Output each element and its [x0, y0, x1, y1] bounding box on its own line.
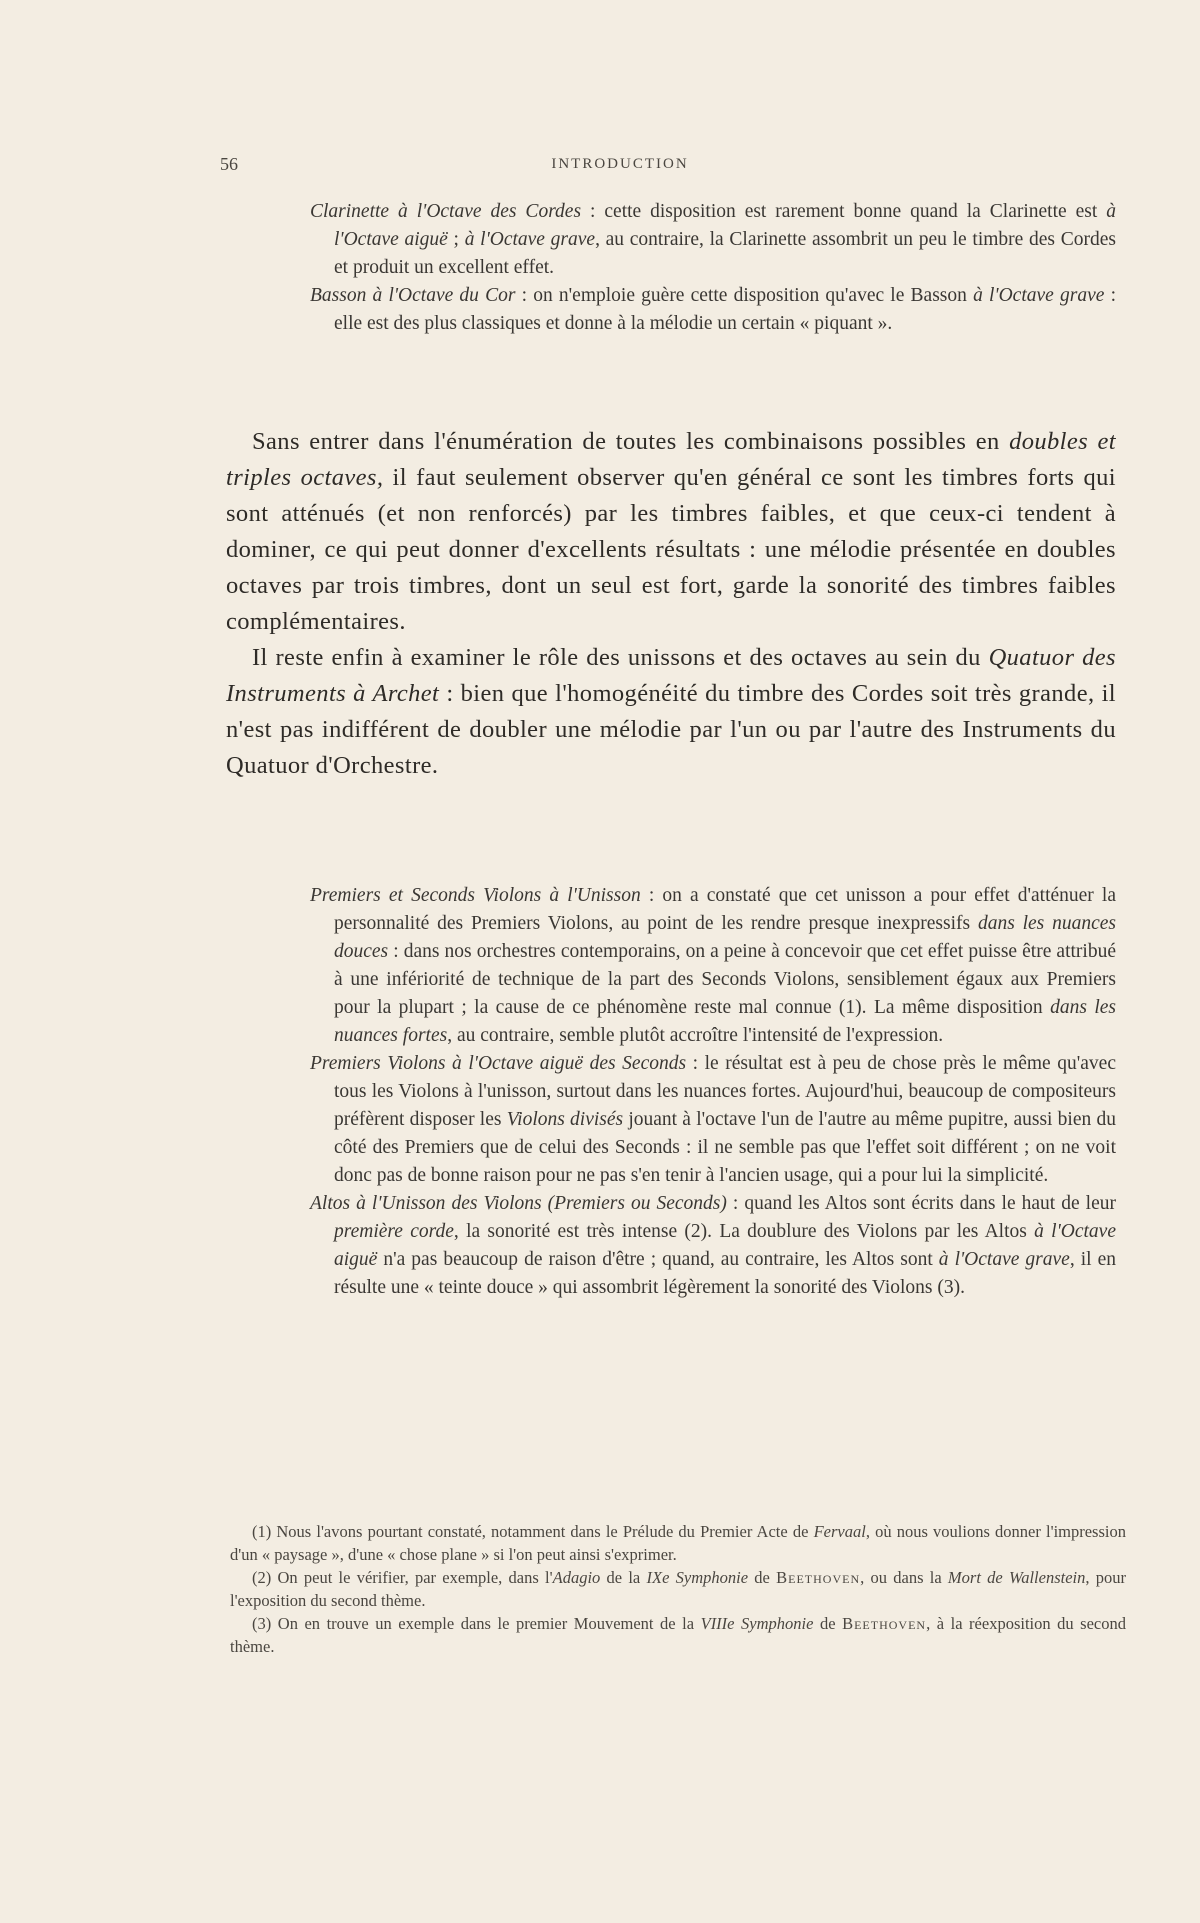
footnote: (2) On peut le vérifier, par exemple, dans l'Adagio de la IXe Symphonie de Beethoven, ou dans la Mort de Wallenstein, pour l'exposition du second thème.	[230, 1568, 1127, 1610]
list-item: Basson à l'Octave du Cor : on n'emploie guère cette disposition qu'avec le Basson à l'Octave grave : elle est des plus classiques et donne à la mélodie un certain « piquant ».	[310, 285, 1116, 334]
combinations-list-winds	[310, 198, 1116, 338]
footnote: (1) Nous l'avons pourtant constaté, notamment dans le Prélude du Premier Acte de Fervaal, où nous voulions donner l'impression d'un « paysage », d'une « chose plane » si l'on peut ainsi s'exprimer.	[230, 1522, 1126, 1564]
list-item: Premiers Violons à l'Octave aiguë des Seconds : le résultat est à peu de chose près le même qu'avec tous les Violons à l'unisson, surtout dans les nuances fortes. Aujourd'hui, beaucoup de compositeurs préfèrent disposer les Violons divisés jouant à l'octave l'un de l'autre au même pupitre, aussi bien du côté des Premiers que de celui des Seconds : il ne semble pas que l'effet soit différent ; on ne voit donc pas de bonne raison pour ne pas s'en tenir à l'ancien usage, qui a pour lui la simplicité.	[310, 1053, 1116, 1186]
footnote: (3) On en trouve un exemple dans le premier Mouvement de la VIIIe Symphonie de Beethoven, à la réexposition du second thème.	[230, 1614, 1127, 1656]
list-item: Clarinette à l'Octave des Cordes : cette disposition est rarement bonne quand la Clarinette est à l'Octave aiguë ; à l'Octave grave, au contraire, la Clarinette assombrit un peu le timbre des Cordes et produit un excellent effet.	[310, 201, 1116, 278]
item-label: Basson à l'Octave du Cor	[310, 285, 516, 306]
running-title: INTRODUCTION	[551, 156, 689, 172]
item-label: Premiers et Seconds Violons à l'Unisson	[310, 885, 641, 906]
list-item: Altos à l'Unisson des Violons (Premiers ou Seconds) : quand les Altos sont écrits dans le haut de leur première corde, la sonorité est très intense (2). La doublure des Violons par les Altos à l'Octave aiguë n'a pas beaucoup de raison d'être ; quand, au contraire, les Altos sont à l'Octave grave, il en résulte une « teinte douce » qui assombrit légèrement la sonorité des Violons (3).	[310, 1193, 1116, 1298]
item-label: Altos à l'Unisson des Violons (Premiers ou Seconds)	[310, 1193, 727, 1214]
item-label: Premiers Violons à l'Octave aiguë des Seconds	[310, 1053, 687, 1074]
paragraph: Il reste enfin à examiner le rôle des unissons et des octaves au sein du Quatuor des Instruments à Archet : bien que l'homogénéité du timbre des Cordes soit très grande, il n'est pas indifférent de doubler une mélodie par l'un ou par l'autre des Instruments du Quatuor d'Orchestre.	[226, 644, 1116, 779]
paragraph: Sans entrer dans l'énumération de toutes les combinaisons possibles en doubles et triples octaves, il faut seulement observer qu'en général ce sont les timbres forts qui sont atténués (et non renforcés) par les timbres faibles, et que ceux-ci tendent à dominer, ce qui peut donner d'excellents résultats : une mélodie présentée en doubles octaves par trois timbres, dont un seul est fort, garde la sonorité des timbres faibles complémentaires.	[226, 428, 1116, 635]
item-label: Clarinette à l'Octave des Cordes	[310, 201, 582, 222]
combinations-list-strings	[310, 882, 1116, 1302]
footnotes	[230, 1520, 1126, 1658]
main-text	[226, 424, 1116, 784]
list-item: Premiers et Seconds Violons à l'Unisson : on a constaté que cet unisson a pour effet d'atténuer la personnalité des Premiers Violons, au point de les rendre presque inexpressifs dans les nuances douces : dans nos orchestres contemporains, on a peine à concevoir que cet effet puisse être attribué à une infériorité de technique de la part des Seconds Violons, sensiblement égaux aux Premiers pour la plupart ; la cause de ce phénomène reste mal connue (1). La même disposition dans les nuances fortes, au contraire, semble plutôt accroître l'intensité de l'expression.	[310, 885, 1117, 1046]
page-number: 56	[220, 154, 238, 174]
